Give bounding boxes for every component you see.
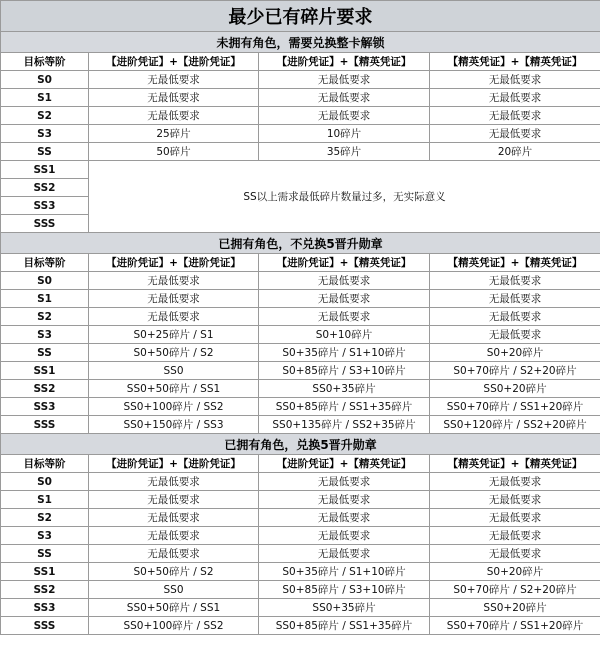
requirement-cell: 20碎片 bbox=[430, 143, 600, 161]
table-row bbox=[1, 161, 600, 179]
requirement-cell: 无最低要求 bbox=[89, 491, 259, 509]
level-cell: SS bbox=[1, 344, 89, 362]
table-row bbox=[1, 563, 600, 581]
requirement-cell: 无最低要求 bbox=[430, 509, 600, 527]
level-cell: S0 bbox=[1, 71, 89, 89]
requirement-cell: 无最低要求 bbox=[430, 272, 600, 290]
section-heading: 未拥有角色，需要兑换整卡解锁 bbox=[1, 32, 600, 53]
requirement-cell: 无最低要求 bbox=[430, 326, 600, 344]
requirement-cell: 无最低要求 bbox=[430, 308, 600, 326]
table-row bbox=[1, 545, 600, 563]
table-row bbox=[1, 599, 600, 617]
requirement-cell: S0+70碎片 / S2+20碎片 bbox=[430, 362, 600, 380]
level-cell: S1 bbox=[1, 290, 89, 308]
requirement-cell: 无最低要求 bbox=[430, 491, 600, 509]
requirement-cell: S0+35碎片 / S1+10碎片 bbox=[259, 563, 430, 581]
level-cell: SS1 bbox=[1, 563, 89, 581]
column-header-row bbox=[1, 53, 600, 71]
requirement-cell: SS0+120碎片 / SS2+20碎片 bbox=[430, 416, 600, 434]
requirement-cell: 无最低要求 bbox=[259, 509, 430, 527]
table-row bbox=[1, 308, 600, 326]
requirement-cell: 25碎片 bbox=[89, 125, 259, 143]
section-heading-row bbox=[1, 233, 600, 254]
requirement-cell: 无最低要求 bbox=[89, 71, 259, 89]
requirement-cell: 无最低要求 bbox=[430, 71, 600, 89]
requirement-cell: SS0+85碎片 / SS1+35碎片 bbox=[259, 617, 430, 635]
column-header: 【精英凭证】+【精英凭证】 bbox=[430, 53, 600, 71]
level-cell: SS3 bbox=[1, 599, 89, 617]
level-cell: SS1 bbox=[1, 161, 89, 179]
table-row bbox=[1, 89, 600, 107]
table-row bbox=[1, 125, 600, 143]
section-heading: 已拥有角色，不兑换5晋升勋章 bbox=[1, 233, 600, 254]
level-cell: S3 bbox=[1, 527, 89, 545]
table-row bbox=[1, 398, 600, 416]
requirement-cell: 无最低要求 bbox=[89, 272, 259, 290]
requirement-cell: S0+20碎片 bbox=[430, 344, 600, 362]
table-row bbox=[1, 272, 600, 290]
requirement-cell: 无最低要求 bbox=[89, 527, 259, 545]
column-header: 【精英凭证】+【精英凭证】 bbox=[430, 455, 600, 473]
requirement-cell: 无最低要求 bbox=[89, 509, 259, 527]
level-cell: S0 bbox=[1, 272, 89, 290]
merged-note-cell: SS以上需求最低碎片数量过多，无实际意义 bbox=[89, 161, 600, 233]
requirement-cell: S0+85碎片 / S3+10碎片 bbox=[259, 581, 430, 599]
requirement-cell: SS0+35碎片 bbox=[259, 599, 430, 617]
level-cell: SS3 bbox=[1, 398, 89, 416]
table-body bbox=[1, 1, 600, 635]
table-row bbox=[1, 416, 600, 434]
column-header-row bbox=[1, 455, 600, 473]
requirement-cell: 无最低要求 bbox=[89, 545, 259, 563]
level-cell: SSS bbox=[1, 416, 89, 434]
requirement-cell: SS0+20碎片 bbox=[430, 380, 600, 398]
requirement-cell: SS0+135碎片 / SS2+35碎片 bbox=[259, 416, 430, 434]
level-cell: SS bbox=[1, 143, 89, 161]
table-row bbox=[1, 509, 600, 527]
requirement-cell: SS0+50碎片 / SS1 bbox=[89, 380, 259, 398]
table-row bbox=[1, 581, 600, 599]
level-cell: SSS bbox=[1, 215, 89, 233]
requirement-cell: 无最低要求 bbox=[259, 545, 430, 563]
table-row bbox=[1, 290, 600, 308]
requirement-cell: SS0+85碎片 / SS1+35碎片 bbox=[259, 398, 430, 416]
requirement-cell: 无最低要求 bbox=[430, 107, 600, 125]
level-cell: S2 bbox=[1, 107, 89, 125]
level-cell: SS3 bbox=[1, 197, 89, 215]
requirement-cell: S0+50碎片 / S2 bbox=[89, 344, 259, 362]
requirement-cell: SS0 bbox=[89, 581, 259, 599]
table-row bbox=[1, 380, 600, 398]
section-heading-row bbox=[1, 32, 600, 53]
requirement-cell: 无最低要求 bbox=[259, 473, 430, 491]
column-header: 【进阶凭证】+【进阶凭证】 bbox=[89, 455, 259, 473]
requirement-cell: S0+70碎片 / S2+20碎片 bbox=[430, 581, 600, 599]
requirement-cell: S0+50碎片 / S2 bbox=[89, 563, 259, 581]
section-heading: 已拥有角色，兑换5晋升勋章 bbox=[1, 434, 600, 455]
level-cell: S0 bbox=[1, 473, 89, 491]
requirement-cell: SS0+70碎片 / SS1+20碎片 bbox=[430, 617, 600, 635]
column-header: 目标等阶 bbox=[1, 254, 89, 272]
column-header: 目标等阶 bbox=[1, 53, 89, 71]
level-cell: S2 bbox=[1, 308, 89, 326]
table-row bbox=[1, 362, 600, 380]
requirement-cell: 无最低要求 bbox=[430, 473, 600, 491]
requirement-cell: 无最低要求 bbox=[89, 89, 259, 107]
requirement-cell: 无最低要求 bbox=[89, 107, 259, 125]
requirement-cell: 无最低要求 bbox=[259, 71, 430, 89]
requirement-cell: 无最低要求 bbox=[259, 308, 430, 326]
level-cell: S3 bbox=[1, 125, 89, 143]
requirement-cell: 无最低要求 bbox=[259, 491, 430, 509]
level-cell: S1 bbox=[1, 89, 89, 107]
requirement-cell: 无最低要求 bbox=[259, 107, 430, 125]
table-row bbox=[1, 527, 600, 545]
column-header: 【精英凭证】+【精英凭证】 bbox=[430, 254, 600, 272]
requirement-cell: 无最低要求 bbox=[259, 290, 430, 308]
requirement-cell: SS0+100碎片 / SS2 bbox=[89, 398, 259, 416]
requirement-cell: S0+10碎片 bbox=[259, 326, 430, 344]
column-header: 【进阶凭证】+【精英凭证】 bbox=[259, 254, 430, 272]
requirement-cell: 无最低要求 bbox=[259, 527, 430, 545]
requirement-cell: 无最低要求 bbox=[89, 473, 259, 491]
table-row bbox=[1, 143, 600, 161]
column-header: 【进阶凭证】+【精英凭证】 bbox=[259, 455, 430, 473]
requirement-cell: 无最低要求 bbox=[430, 89, 600, 107]
requirement-cell: S0+35碎片 / S1+10碎片 bbox=[259, 344, 430, 362]
level-cell: S1 bbox=[1, 491, 89, 509]
requirement-cell: 无最低要求 bbox=[259, 272, 430, 290]
requirement-cell: 10碎片 bbox=[259, 125, 430, 143]
level-cell: SS bbox=[1, 545, 89, 563]
requirement-cell: 无最低要求 bbox=[430, 290, 600, 308]
requirement-cell: SS0+20碎片 bbox=[430, 599, 600, 617]
requirement-cell: SS0+50碎片 / SS1 bbox=[89, 599, 259, 617]
table-row bbox=[1, 491, 600, 509]
level-cell: SSS bbox=[1, 617, 89, 635]
level-cell: SS2 bbox=[1, 179, 89, 197]
requirement-cell: 35碎片 bbox=[259, 143, 430, 161]
requirement-cell: S0+25碎片 / S1 bbox=[89, 326, 259, 344]
requirement-cell: SS0+70碎片 / SS1+20碎片 bbox=[430, 398, 600, 416]
table-row bbox=[1, 473, 600, 491]
section-heading-row bbox=[1, 434, 600, 455]
column-header: 目标等阶 bbox=[1, 455, 89, 473]
requirement-cell: SS0 bbox=[89, 362, 259, 380]
requirement-cell: S0+20碎片 bbox=[430, 563, 600, 581]
requirement-cell: 50碎片 bbox=[89, 143, 259, 161]
requirement-cell: 无最低要求 bbox=[89, 290, 259, 308]
requirement-cell: 无最低要求 bbox=[259, 89, 430, 107]
column-header: 【进阶凭证】+【进阶凭证】 bbox=[89, 254, 259, 272]
table-row bbox=[1, 107, 600, 125]
column-header: 【进阶凭证】+【进阶凭证】 bbox=[89, 53, 259, 71]
level-cell: SS2 bbox=[1, 581, 89, 599]
table-row bbox=[1, 344, 600, 362]
level-cell: SS2 bbox=[1, 380, 89, 398]
title-row bbox=[1, 1, 600, 32]
table-row bbox=[1, 617, 600, 635]
requirement-cell: SS0+35碎片 bbox=[259, 380, 430, 398]
requirement-cell: 无最低要求 bbox=[430, 125, 600, 143]
requirement-cell: SS0+150碎片 / SS3 bbox=[89, 416, 259, 434]
table-row bbox=[1, 71, 600, 89]
level-cell: SS1 bbox=[1, 362, 89, 380]
page-title: 最少已有碎片要求 bbox=[1, 1, 600, 32]
requirement-cell: 无最低要求 bbox=[430, 545, 600, 563]
level-cell: S3 bbox=[1, 326, 89, 344]
requirement-cell: 无最低要求 bbox=[430, 527, 600, 545]
requirement-cell: S0+85碎片 / S3+10碎片 bbox=[259, 362, 430, 380]
requirement-cell: 无最低要求 bbox=[89, 308, 259, 326]
level-cell: S2 bbox=[1, 509, 89, 527]
column-header: 【进阶凭证】+【精英凭证】 bbox=[259, 53, 430, 71]
column-header-row bbox=[1, 254, 600, 272]
requirement-cell: SS0+100碎片 / SS2 bbox=[89, 617, 259, 635]
table-row bbox=[1, 326, 600, 344]
